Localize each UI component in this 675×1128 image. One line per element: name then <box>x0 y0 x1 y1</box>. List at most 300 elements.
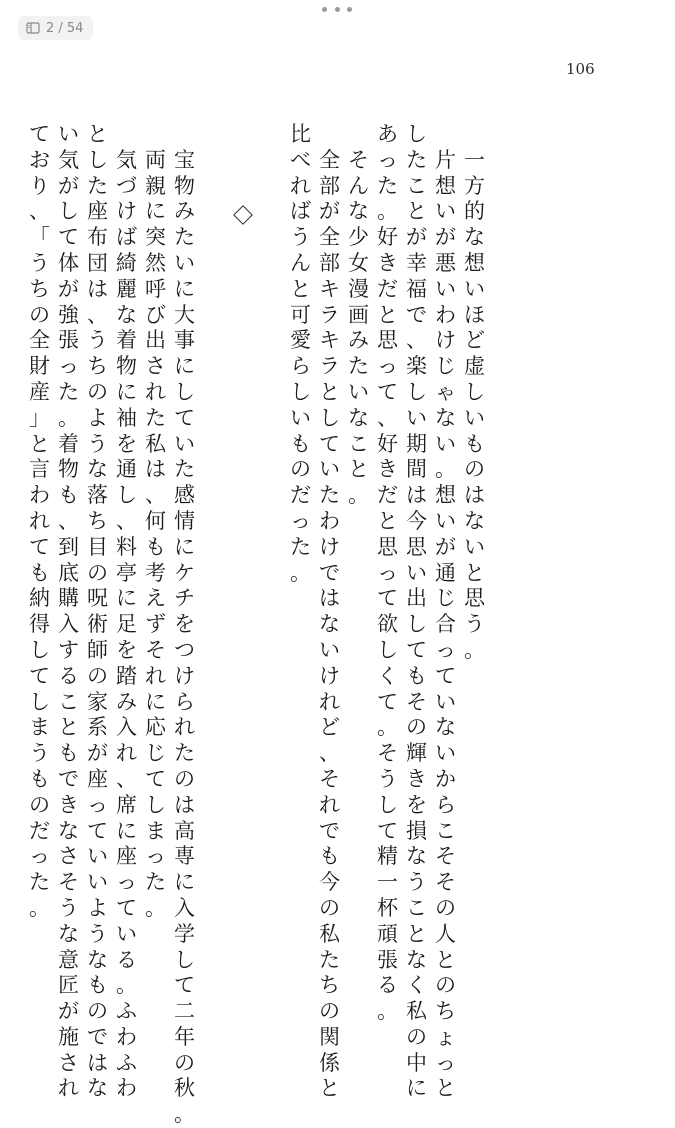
character: て <box>377 586 398 611</box>
character: と <box>406 921 427 946</box>
character: 着 <box>58 431 79 456</box>
character: と <box>290 276 311 301</box>
text-column <box>54 122 83 1102</box>
character: た <box>290 534 311 559</box>
character: の <box>87 999 108 1024</box>
character: な <box>406 947 427 972</box>
character: が <box>435 225 456 250</box>
character: 二 <box>174 999 195 1024</box>
character: だ <box>377 483 398 508</box>
character: 。 <box>290 560 311 585</box>
character: と <box>29 431 50 456</box>
character: 。 <box>464 637 485 662</box>
character: さ <box>145 354 166 379</box>
vertical-text-body <box>25 122 489 1127</box>
character: 体 <box>58 250 79 275</box>
character: 想 <box>464 250 485 275</box>
character: 私 <box>145 431 166 456</box>
text-column <box>402 122 431 1102</box>
character: わ <box>29 483 50 508</box>
text-column <box>286 122 315 586</box>
character: 。 <box>116 973 137 998</box>
character: 張 <box>58 328 79 353</box>
character: 強 <box>58 302 79 327</box>
character: の <box>319 999 340 1024</box>
character: 部 <box>319 250 340 275</box>
character: た <box>174 741 195 766</box>
character: 片 <box>435 147 456 172</box>
character: っ <box>377 147 398 172</box>
character: き <box>58 792 79 817</box>
character: れ <box>174 715 195 740</box>
character: け <box>319 534 340 559</box>
character: 少 <box>348 225 369 250</box>
character: な <box>87 457 108 482</box>
character: い <box>290 405 311 430</box>
text-column <box>83 122 112 1102</box>
character: 年 <box>174 1024 195 1049</box>
character: さ <box>58 844 79 869</box>
character: し <box>290 379 311 404</box>
character: に <box>406 1076 427 1101</box>
character: ら <box>290 354 311 379</box>
character: 思 <box>464 586 485 611</box>
character: て <box>319 431 340 456</box>
character: 張 <box>377 947 398 972</box>
character: 。 <box>145 895 166 920</box>
character: と <box>377 508 398 533</box>
character: 学 <box>174 921 195 946</box>
character: は <box>319 586 340 611</box>
character: ふ <box>116 1050 137 1075</box>
character: 今 <box>319 870 340 895</box>
character: な <box>58 921 79 946</box>
character: も <box>87 973 108 998</box>
character: い <box>464 276 485 301</box>
character: に <box>174 534 195 559</box>
character: 足 <box>116 612 137 637</box>
character: 、 <box>319 741 340 766</box>
character: る <box>58 663 79 688</box>
character: が <box>435 534 456 559</box>
character: 産 <box>29 379 50 404</box>
character: 然 <box>145 250 166 275</box>
character: い <box>87 870 108 895</box>
character: 愛 <box>290 328 311 353</box>
character: ち <box>29 276 50 301</box>
character: の <box>174 1050 195 1075</box>
character: 全 <box>319 225 340 250</box>
character: も <box>58 741 79 766</box>
text-column <box>344 122 373 509</box>
character: と <box>348 457 369 482</box>
character: れ <box>145 663 166 688</box>
character: 出 <box>406 586 427 611</box>
character: て <box>377 689 398 714</box>
character: ば <box>290 199 311 224</box>
character: 、 <box>58 508 79 533</box>
character: 得 <box>29 612 50 637</box>
character: 、 <box>29 199 50 224</box>
text-column <box>315 122 344 1102</box>
character: の <box>464 457 485 482</box>
character: 通 <box>435 560 456 585</box>
character: い <box>435 431 456 456</box>
character: て <box>29 663 50 688</box>
character: 「 <box>29 225 50 250</box>
character: 気 <box>116 147 137 172</box>
character: そ <box>145 637 166 662</box>
character: の <box>435 973 456 998</box>
character: 比 <box>290 122 311 146</box>
character: し <box>87 147 108 172</box>
character: っ <box>29 844 50 869</box>
character: の <box>87 663 108 688</box>
character: わ <box>435 302 456 327</box>
character: て <box>116 895 137 920</box>
character: っ <box>435 637 456 662</box>
character: わ <box>319 508 340 533</box>
character: は <box>174 792 195 817</box>
character: に <box>116 379 137 404</box>
character: と <box>406 199 427 224</box>
character: な <box>435 405 456 430</box>
character: て <box>145 766 166 791</box>
character: と <box>435 1076 456 1101</box>
character: お <box>29 147 50 172</box>
character: て <box>58 225 79 250</box>
character: と <box>87 122 108 146</box>
character: 部 <box>319 173 340 198</box>
character: ど <box>319 715 340 740</box>
character: っ <box>58 354 79 379</box>
character: ば <box>116 225 137 250</box>
character: え <box>145 586 166 611</box>
character: だ <box>290 483 311 508</box>
character: た <box>58 379 79 404</box>
character: 方 <box>464 173 485 198</box>
character: て <box>406 637 427 662</box>
character: 一 <box>377 870 398 895</box>
character: た <box>174 457 195 482</box>
indent-space <box>172 122 197 148</box>
character: に <box>145 199 166 224</box>
indent-space <box>143 122 168 148</box>
character: 匠 <box>58 973 79 998</box>
character: 料 <box>116 534 137 559</box>
character: 気 <box>58 147 79 172</box>
character: っ <box>377 560 398 585</box>
character: わ <box>116 1024 137 1049</box>
character: 座 <box>116 844 137 869</box>
character: 私 <box>319 921 340 946</box>
character: ふ <box>116 999 137 1024</box>
character: な <box>406 844 427 869</box>
character: て <box>377 379 398 404</box>
character: れ <box>29 508 50 533</box>
text-column <box>170 122 199 1128</box>
character: 入 <box>174 895 195 920</box>
character: 突 <box>145 225 166 250</box>
character: 輝 <box>406 741 427 766</box>
character: ら <box>174 689 195 714</box>
character: 通 <box>116 457 137 482</box>
character: で <box>87 1024 108 1049</box>
character: 高 <box>174 818 195 843</box>
character: し <box>377 792 398 817</box>
character: い <box>116 921 137 946</box>
character: に <box>116 818 137 843</box>
indent-space <box>462 122 487 148</box>
character: ん <box>290 250 311 275</box>
section-break <box>228 122 257 222</box>
character: 親 <box>145 173 166 198</box>
character: た <box>29 870 50 895</box>
character: み <box>348 328 369 353</box>
character: に <box>116 586 137 611</box>
character: 袖 <box>116 405 137 430</box>
character: し <box>29 637 50 662</box>
character: が <box>406 225 427 250</box>
character: 物 <box>116 354 137 379</box>
character: は <box>464 483 485 508</box>
text-column <box>112 122 141 1102</box>
character: 呪 <box>87 586 108 611</box>
page-indicator-text: 2 / 54 <box>46 20 84 36</box>
character: の <box>319 895 340 920</box>
character: 、 <box>116 766 137 791</box>
character: て <box>174 405 195 430</box>
character: 落 <box>87 483 108 508</box>
character: が <box>319 199 340 224</box>
character: だ <box>377 276 398 301</box>
character: 人 <box>435 921 456 946</box>
character: と <box>377 302 398 327</box>
character: 事 <box>174 328 195 353</box>
character: 。 <box>377 999 398 1024</box>
character: 麗 <box>116 276 137 301</box>
character: い <box>464 405 485 430</box>
character: い <box>435 689 456 714</box>
character: ん <box>348 173 369 198</box>
character: ま <box>145 818 166 843</box>
character: 幸 <box>406 250 427 275</box>
character: 合 <box>435 612 456 637</box>
character: こ <box>435 818 456 843</box>
character: れ <box>145 379 166 404</box>
character: 係 <box>319 1050 340 1075</box>
page-indicator-chip[interactable] <box>18 16 93 40</box>
character: 踏 <box>116 663 137 688</box>
character: が <box>58 173 79 198</box>
character: 想 <box>435 173 456 198</box>
character: い <box>435 199 456 224</box>
character: 」 <box>29 405 50 430</box>
more-dots-icon[interactable] <box>322 5 352 13</box>
character: し <box>145 792 166 817</box>
character: な <box>435 715 456 740</box>
character: 期 <box>406 431 427 456</box>
book-icon <box>26 21 40 35</box>
character: た <box>174 225 195 250</box>
character: も <box>319 844 340 869</box>
character: ラ <box>319 302 340 327</box>
character: そ <box>377 741 398 766</box>
character: う <box>290 225 311 250</box>
character: れ <box>319 792 340 817</box>
character: い <box>435 276 456 301</box>
character: 布 <box>87 225 108 250</box>
character: 入 <box>58 612 79 637</box>
character: な <box>464 225 485 250</box>
character: た <box>377 173 398 198</box>
character: す <box>58 637 79 662</box>
character: と <box>319 1076 340 1101</box>
character: う <box>377 766 398 791</box>
character: た <box>348 354 369 379</box>
character: 専 <box>174 844 195 869</box>
character: わ <box>116 1076 137 1101</box>
character: を <box>174 612 195 637</box>
character: 思 <box>377 328 398 353</box>
character: れ <box>319 689 340 714</box>
character: っ <box>116 870 137 895</box>
character: し <box>464 379 485 404</box>
character: そ <box>435 870 456 895</box>
character: し <box>58 199 79 224</box>
character: け <box>435 328 456 353</box>
character: 、 <box>377 405 398 430</box>
text-column <box>141 122 170 922</box>
character: ケ <box>174 560 195 585</box>
character: も <box>406 663 427 688</box>
character: け <box>174 663 195 688</box>
character: 団 <box>87 250 108 275</box>
character: る <box>116 947 137 972</box>
character: し <box>174 379 195 404</box>
character: 綺 <box>116 250 137 275</box>
character: 購 <box>58 586 79 611</box>
character: 術 <box>87 612 108 637</box>
character: こ <box>58 689 79 714</box>
character: 着 <box>116 328 137 353</box>
character: が <box>87 741 108 766</box>
character: て <box>29 534 50 559</box>
character: さ <box>58 1050 79 1075</box>
text-column <box>373 122 402 1025</box>
character: 中 <box>406 1050 427 1075</box>
character: 系 <box>87 715 108 740</box>
character: 大 <box>174 302 195 327</box>
character: 。 <box>435 457 456 482</box>
character: 福 <box>406 276 427 301</box>
indent-space <box>346 122 371 148</box>
character: う <box>464 612 485 637</box>
character: そ <box>348 147 369 172</box>
character: う <box>29 741 50 766</box>
character: ら <box>435 792 456 817</box>
character: け <box>319 663 340 688</box>
character: ち <box>435 999 456 1024</box>
character: い <box>319 457 340 482</box>
character: の <box>29 302 50 327</box>
character: 物 <box>58 457 79 482</box>
character: そ <box>58 870 79 895</box>
character: よ <box>87 895 108 920</box>
character: と <box>464 560 485 585</box>
character: れ <box>58 1076 79 1101</box>
character: に <box>174 276 195 301</box>
character: 座 <box>87 199 108 224</box>
character: そ <box>406 689 427 714</box>
character: は <box>87 1050 108 1075</box>
character: 考 <box>145 560 166 585</box>
character: み <box>174 199 195 224</box>
character: で <box>406 302 427 327</box>
character: な <box>116 302 137 327</box>
character: だ <box>29 818 50 843</box>
character: い <box>406 405 427 430</box>
character: じ <box>145 741 166 766</box>
character: 。 <box>377 199 398 224</box>
character: キ <box>319 328 340 353</box>
character: う <box>87 328 108 353</box>
character: 好 <box>377 225 398 250</box>
character: し <box>406 122 427 146</box>
character: の <box>290 457 311 482</box>
character: そ <box>435 844 456 869</box>
character: も <box>145 534 166 559</box>
character: し <box>406 379 427 404</box>
character: じ <box>435 354 456 379</box>
character: い <box>174 431 195 456</box>
character: 。 <box>377 715 398 740</box>
character: い <box>174 250 195 275</box>
character: ラ <box>319 354 340 379</box>
character: ち <box>87 354 108 379</box>
character: の <box>29 792 50 817</box>
text-column <box>460 122 489 664</box>
dot <box>335 7 340 12</box>
character: 家 <box>87 689 108 714</box>
character: て <box>435 663 456 688</box>
character: を <box>116 431 137 456</box>
character: な <box>348 405 369 430</box>
character: 呼 <box>145 276 166 301</box>
character: 。 <box>58 405 79 430</box>
character: う <box>58 895 79 920</box>
character: そ <box>319 766 340 791</box>
character: が <box>58 999 79 1024</box>
character: い <box>435 508 456 533</box>
character: も <box>29 766 50 791</box>
character: の <box>406 1024 427 1049</box>
character: 、 <box>116 508 137 533</box>
character: 頑 <box>377 921 398 946</box>
character: る <box>377 973 398 998</box>
character: 情 <box>174 508 195 533</box>
character: い <box>87 844 108 869</box>
text-column <box>25 122 54 922</box>
character: な <box>87 1076 108 1101</box>
character: な <box>319 612 340 637</box>
character: て <box>377 818 398 843</box>
character: っ <box>377 354 398 379</box>
character: 。 <box>348 483 369 508</box>
character: う <box>29 250 50 275</box>
character: も <box>58 483 79 508</box>
character: り <box>29 173 50 198</box>
